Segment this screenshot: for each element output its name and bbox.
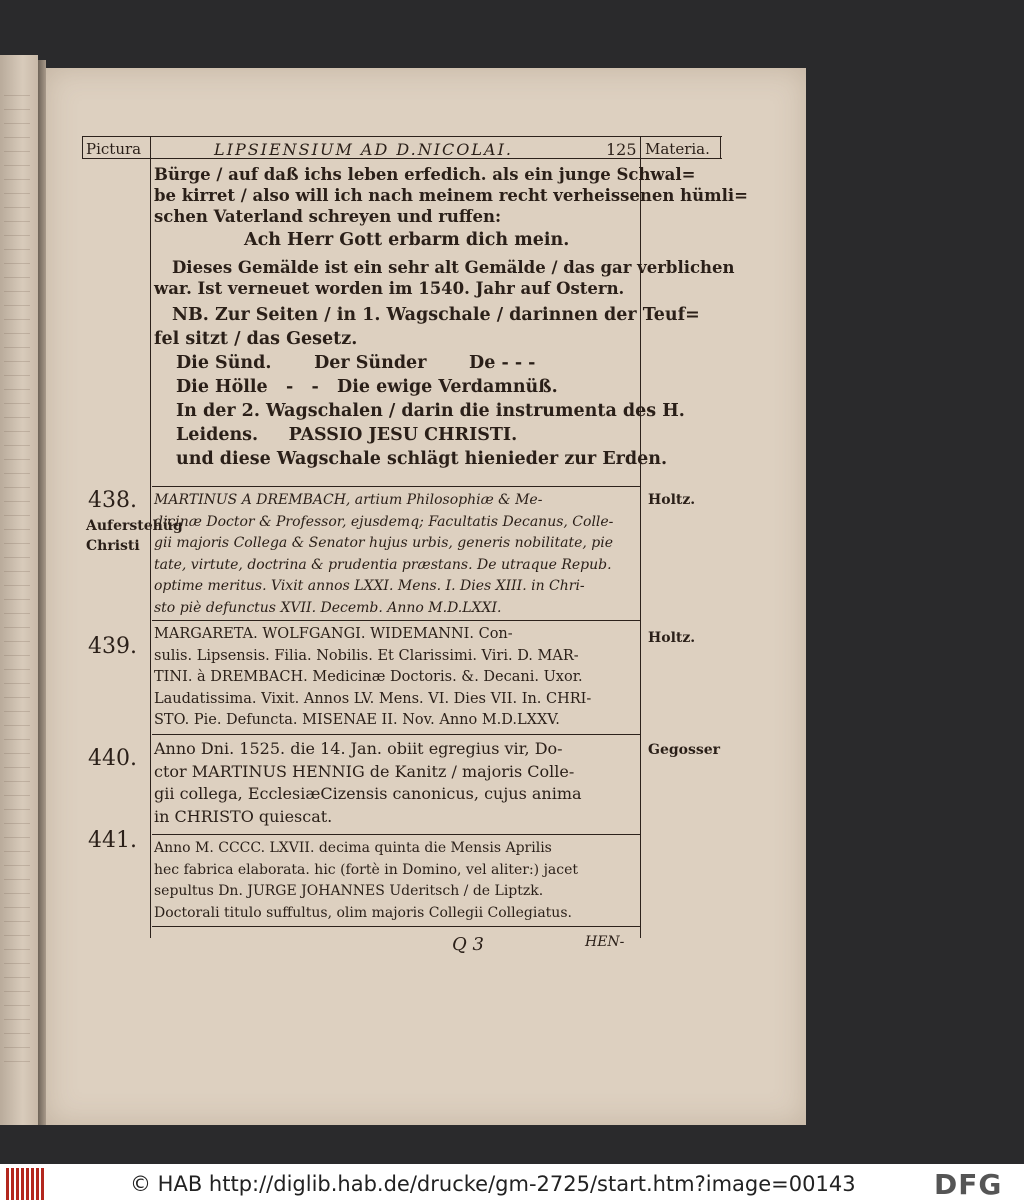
- running-title: LIPSIENSIUM AD D.NICOLAI.: [214, 140, 513, 159]
- signature-mark: Q 3: [452, 934, 484, 955]
- entry-441: [154, 838, 638, 924]
- text-line: fel sitzt / das Gesetz.: [154, 329, 358, 349]
- text-line: Bürge / auf daß ichs leben erfedich. als ein junge Schwal=: [154, 165, 696, 184]
- text-line: be kirret / also will ich nach meinem recht verheissenen hümli=: [154, 186, 748, 205]
- frame-right-edge: [720, 136, 721, 158]
- text-line: Leidens. PASSIO JESU CHRISTI.: [176, 425, 518, 445]
- text-line: MARTINUS A DREMBACH, artium Philosophiæ & Me-: [154, 492, 543, 508]
- hab-logo-icon: [6, 1168, 46, 1200]
- entry-439: [154, 624, 638, 732]
- material-label: Gegosser: [648, 742, 721, 758]
- text-line: war. Ist verneuet worden im 1540. Jahr auf Ostern.: [154, 279, 625, 298]
- bottom-rule: [152, 926, 640, 927]
- entry-number: 441.: [88, 828, 137, 853]
- text-line: sepultus Dn. JURGE JOHANNES Uderitsch / de Liptzk.: [154, 883, 544, 899]
- entry-number: 439.: [88, 634, 137, 659]
- text-line: gii collega, EcclesiæCizensis canonicus, cujus anima: [154, 784, 582, 803]
- text-line: Doctorali titulo suffultus, olim majoris Collegii Collegiatus.: [154, 904, 572, 921]
- left-column-rule: [150, 136, 151, 938]
- text-line: hec fabrica elaborata. hic (fortè in Domino, vel aliter:) jacet: [154, 861, 579, 878]
- copyright-bar: [0, 1164, 1024, 1204]
- entry-rule: [152, 486, 640, 487]
- material-label: Holtz.: [648, 630, 696, 646]
- text-line: STO. Pie. Defuncta. MISENAE II. Nov. Anno M.D.LXXV.: [154, 712, 560, 728]
- facing-page-text-lines: [4, 95, 30, 1075]
- text-line: Ach Herr Gott erbarm dich mein.: [244, 230, 570, 250]
- page-text-frame: [82, 128, 748, 955]
- text-line: dicinæ Doctor & Professor, ejusdemq; Facultatis Decanus, Colle-: [154, 513, 614, 530]
- text-line: optime meritus. Vixit annos LXXI. Mens. I. Dies XIII. in Chri-: [154, 578, 585, 594]
- text-line: ctor MARTINUS HENNIG de Kanitz / majoris Colle-: [154, 761, 575, 781]
- text-line: MARGARETA. WOLFGANGI. WIDEMANNI. Con-: [154, 626, 513, 642]
- entry-440: [154, 738, 638, 828]
- material-label: Holtz.: [648, 492, 696, 508]
- text-line: Anno Dni. 1525. die 14. Jan. obiit egregius vir, Do-: [154, 739, 563, 758]
- entry-number: 440.: [88, 746, 137, 771]
- page-number: 125: [606, 140, 637, 159]
- text-line: Laudatissima. Vixit. Annos LV. Mens. VI. Dies VII. In. CHRI-: [154, 690, 592, 707]
- header-rule: [82, 136, 722, 137]
- source-url[interactable]: © HAB http://diglib.hab.de/drucke/gm-2725/start.htm?image=00143: [130, 1172, 856, 1196]
- book-gutter: [38, 60, 46, 1125]
- text-line: tate, virtute, doctrina & prudentia præstans. De utraque Repub.: [154, 556, 612, 573]
- entry-rule: [152, 834, 640, 835]
- facing-page-edge: [0, 55, 38, 1125]
- entry-438: [154, 490, 638, 619]
- text-line: In der 2. Wagschalen / darin die instrumenta des H.: [176, 401, 685, 421]
- frame-left-edge: [82, 136, 83, 158]
- entry-number: 438.: [88, 488, 137, 513]
- header-pictura: Pictura: [86, 140, 142, 158]
- text-line: in CHRISTO quiescat.: [154, 806, 333, 826]
- text-line: und diese Wagschale schlägt hienieder zur Erden.: [176, 449, 668, 469]
- text-line: Anno M. CCCC. LXVII. decima quinta die Mensis Aprilis: [154, 840, 552, 856]
- catchword: HEN-: [585, 934, 625, 950]
- text-line: sto piè defunctus XVII. Decemb. Anno M.D.LXXI.: [154, 599, 502, 616]
- text-line: TINI. à DREMBACH. Medicinæ Doctoris. &. Decani. Uxor.: [154, 669, 583, 685]
- text-line: sulis. Lipsensis. Filia. Nobilis. Et Clarissimi. Viri. D. MAR-: [154, 647, 579, 664]
- dfg-logo: DFG: [934, 1168, 1003, 1201]
- margin-note: Christi: [86, 538, 140, 554]
- text-line: Die Hölle - - Die ewige Verdamnüß.: [176, 377, 558, 397]
- text-line: gii majoris Collega & Senator hujus urbis, generis nobilitate, pie: [154, 535, 614, 551]
- text-line: Dieses Gemälde ist ein sehr alt Gemälde / das gar verblichen: [172, 258, 735, 277]
- text-line: schen Vaterland schreyen und ruffen:: [154, 207, 502, 226]
- entry-rule: [152, 620, 640, 621]
- margin-note: Auferstehüg: [86, 518, 183, 534]
- block-continuation: [154, 164, 748, 471]
- text-line: NB. Zur Seiten / in 1. Wagschale / darinnen der Teuf=: [172, 305, 700, 325]
- text-line: Die Sünd. Der Sünder De - - -: [176, 353, 536, 373]
- entry-rule: [152, 734, 640, 735]
- header-materia: Materia.: [645, 140, 710, 158]
